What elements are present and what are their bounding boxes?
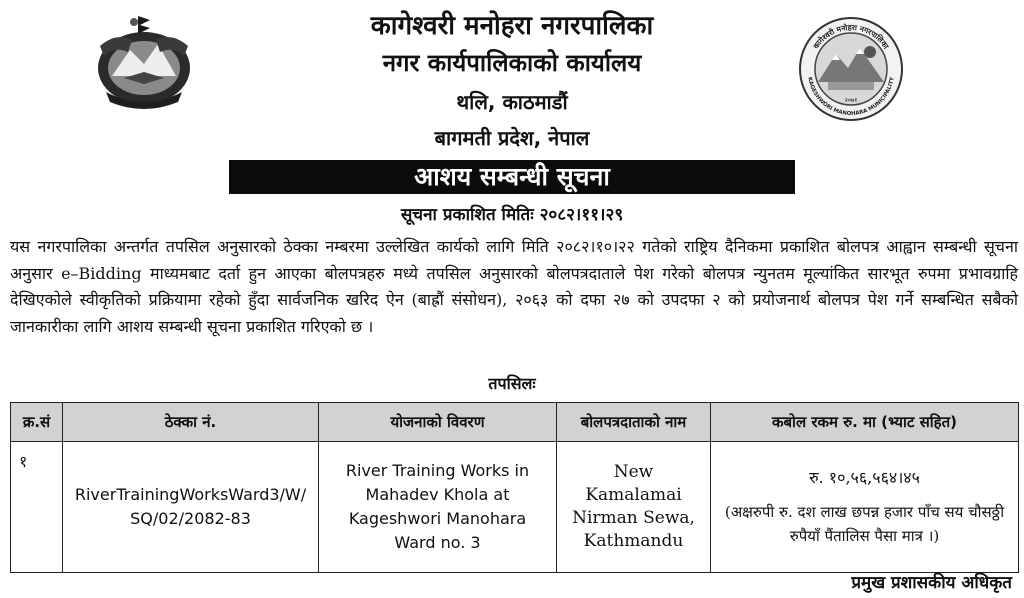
published-date: सूचना प्रकाशित मितिः २०८२।११।२९ (400, 205, 624, 225)
table-header-row (11, 403, 1019, 442)
seal-year: २०७१ (844, 97, 858, 104)
bid-amount-words: (अक्षरुपी रु. दश लाख छपन्न हजार पाँच सय चौसठ्ठी रुपैयाँ पैंतालिस पैसा मात्र ।) (724, 503, 1005, 545)
col-serial-no: क्र.सं (11, 403, 63, 442)
office-name: नगर कार्यपालिकाको कार्यालय (382, 49, 642, 77)
intent-table (10, 402, 1019, 573)
col-bidder-name: बोलपत्रदाताको नाम (557, 403, 711, 442)
cell-contract-no: RiverTrainingWorksWard3/W/SQ/02/2082-83 (63, 442, 319, 573)
cell-amount (711, 442, 1019, 573)
municipality-name: कागेश्वरी मनोहरा नगरपालिका (370, 11, 654, 41)
cell-description: River Training Works in Mahadev Khola at Kageshwori Manohara Ward no. 3 (319, 442, 557, 573)
table-row (11, 442, 1019, 573)
office-location: थलि, काठमाडौं (456, 90, 568, 114)
seal-text-en: KAGESHWORI MANOHARA MUNICIPALITY (806, 76, 896, 118)
bid-amount-figure: रु. १०,५६,५६४।४५ (809, 468, 920, 487)
col-contract-no: ठेक्का नं. (63, 403, 319, 442)
cell-serial-no: १ (11, 442, 63, 573)
signatory-title: प्रमुख प्रशासकीय अधिकृत (851, 573, 1012, 593)
notice-body: यस नगरपालिका अन्तर्गत तपसिल अनुसारको ठेक्का नम्बरमा उल्लेखित कार्यको लागि मिति २०८२।१०।२२ गतेको राष्ट्रिय दैनिकमा प्रकाशित बोलपत्र आह्वान सम्बन्धी सूचना अनुसार e–Bidding माध्यमबाट दर्ता हुन आएका बोलपत्रहरु मध्ये तपसिल अनुसारको बोलपत्रदाताले पेश गरेको बोलपत्र न्युनतम मूल्यांकित सारभूत रुपमा प्रभावग्राहि देखिएकोले स्वीकृतिको प्रक्रियामा रहेको हुँदा सार्वजनिक खरिद ऐन (बाह्रौं संसोधन), २०६३ को दफा २७ को उपदफा २ को प्रयोजनार्थ बोलपत्र पेश गर्ने सम्बन्धित सबैको जानकारीका लागि आशय सम्बन्धी सूचना प्रकाशित गरिएको छ । (10, 237, 1018, 336)
col-project-description: योजनाको विवरण (319, 403, 557, 442)
cell-bidder: New Kamalamai Nirman Sewa, Kathmandu (557, 442, 711, 573)
province-country: बागमती प्रदेश, नेपाल (434, 126, 590, 150)
col-bid-amount: कबोल रकम रु. मा (भ्याट सहित) (711, 403, 1019, 442)
notice-title-banner: आशय सम्बन्धी सूचना (229, 160, 795, 194)
seal-text: कागेश्वरी मनोहरा नगरपालिका (811, 22, 891, 51)
schedule-caption: तपसिलः (488, 374, 536, 393)
